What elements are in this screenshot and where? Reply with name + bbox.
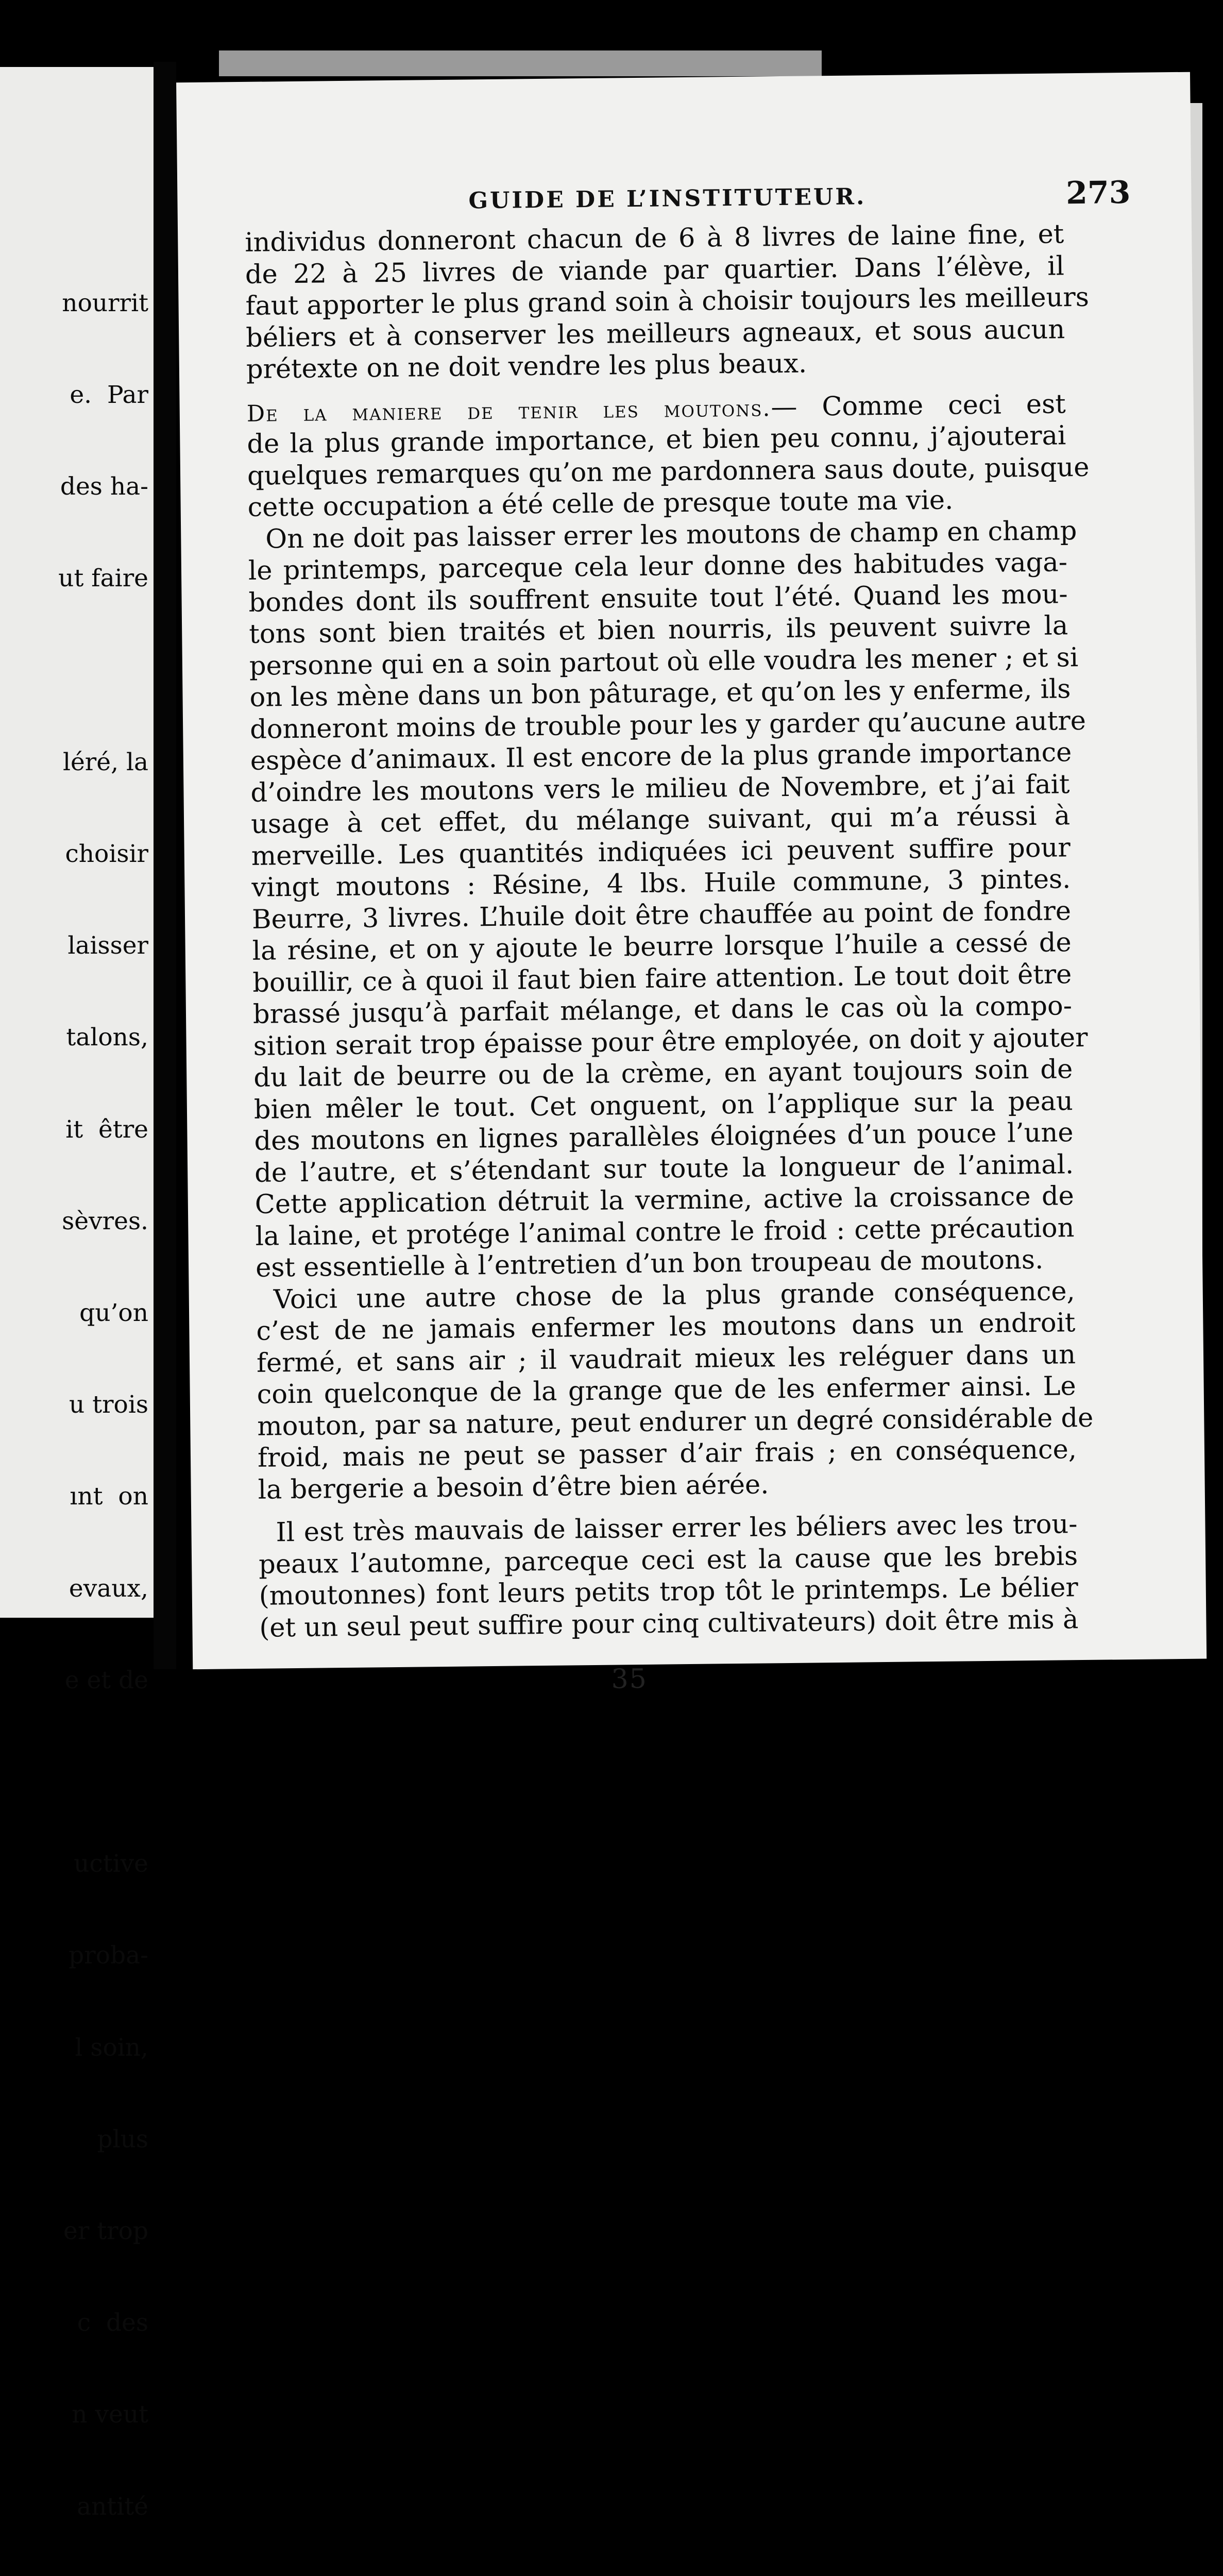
left-line: choisir xyxy=(65,840,148,869)
text-line: vingt moutons : Résine, 4 lbs. Huile commune, 3 pintes. xyxy=(251,864,1071,903)
text-line: usage à cet effet, du mélange suivant, qui m’a réussi à xyxy=(250,801,1071,840)
text-line: du lait de beurre ou de la crème, en ayant toujours soin de xyxy=(253,1054,1073,1093)
running-title: GUIDE DE L’INSTITUTEUR. xyxy=(468,183,867,214)
left-line: c des xyxy=(77,2309,148,2337)
text-line: bouillir, ce à quoi il faut bien faire attention. Le tout doit être xyxy=(252,959,1072,998)
text-line: froid, mais ne peut se passer d’air frais ; en conséquence, xyxy=(257,1434,1077,1473)
text-line: (moutonnes) font leurs petits trop tôt le printemps. Le bélier xyxy=(259,1572,1079,1612)
section-heading-continuation: — Comme ceci est xyxy=(771,388,1066,422)
left-line: ut faire xyxy=(58,564,148,593)
text-line: Voici une autre chose de la plus grande conséquence, xyxy=(273,1276,1076,1315)
left-line: er trop xyxy=(63,2217,148,2246)
left-page-text xyxy=(58,227,148,2576)
text-line: sition serait trop épaisse pour être employée, on doit y ajouter xyxy=(253,1022,1088,1062)
text-line: (et un seul peut suffire pour cinq cultivateurs) doit être mis à xyxy=(259,1604,1079,1643)
left-line: e. Par xyxy=(70,381,148,410)
left-line: léré, la xyxy=(62,748,148,776)
book-page xyxy=(176,72,1207,1695)
text-line: individus donneront chacun de 6 à 8 livres de laine fine, et xyxy=(245,219,1064,258)
text-line: Il est très mauvais de laisser errer les béliers avec les trou- xyxy=(276,1509,1078,1548)
left-line: laisser xyxy=(67,931,148,960)
text-line: la laine, et protége l’animal contre le froid : cette précaution xyxy=(255,1212,1075,1252)
text-line: On ne doit pas laisser errer les moutons de champ en champ xyxy=(265,515,1077,555)
book-gutter xyxy=(154,62,176,1669)
text-line: on les mène dans un bon pâturage, et qu’on les y enferme, ils xyxy=(249,674,1071,713)
text-line: prétexte on ne doit vendre les plus beaux. xyxy=(246,348,807,385)
left-line: it être xyxy=(65,1115,148,1144)
signature-mark: 35 xyxy=(611,1663,648,1695)
section-heading: De la maniere de tenir les moutons. xyxy=(246,395,771,427)
text-line: personne qui en a soin partout où elle voudra les mener ; et si xyxy=(249,642,1079,682)
text-line: quelques remarques qu’on me pardonnera saus doute, puisque xyxy=(247,452,1090,492)
text-line: de 22 à 25 livres de viande par quartier. Dans l’élève, il xyxy=(245,250,1065,290)
text-line: d’oindre les moutons vers le milieu de Novembre, et j’ai fait xyxy=(250,769,1070,808)
left-line: plus xyxy=(97,2125,148,2154)
left-line: e et de xyxy=(64,1666,148,1694)
text-line: merveille. Les quantités indiquées ici peuvent suffire pour xyxy=(251,832,1071,872)
text-line: peaux l’automne, parceque ceci est la cause que les brebis xyxy=(258,1540,1078,1580)
text-line: de la plus grande importance, et bien peu connu, j’ajouterai xyxy=(247,420,1066,460)
left-line: sèvres. xyxy=(62,1207,148,1235)
left-line: antité xyxy=(77,2492,148,2521)
left-page-fragment xyxy=(0,67,154,2521)
left-line: ınt on xyxy=(70,1482,148,1511)
text-line: béliers et à conserver les meilleurs agneaux, et sous aucun xyxy=(245,314,1065,353)
left-line: proba- xyxy=(69,1941,148,1970)
left-line: qu’on xyxy=(79,1299,148,1328)
text-line: la résine, et on y ajoute le beurre lorsque l’huile a cessé de xyxy=(252,927,1072,967)
left-line xyxy=(58,1757,148,1787)
text-line: donneront moins de trouble pour les y garder qu’aucune autre xyxy=(249,705,1086,745)
text-line: coin quelconque de la grange que de les enfermer ainsi. Le xyxy=(257,1371,1076,1410)
text-line: espèce d’animaux. Il est encore de la plus grande importance xyxy=(250,737,1072,776)
text-line: fermé, et sans air ; il vaudrait mieux les reléguer dans un xyxy=(256,1339,1076,1379)
left-line: talons, xyxy=(66,1023,148,1052)
text-line: c’est de ne jamais enfermer les moutons dans un endroit xyxy=(256,1308,1076,1347)
text-line: des moutons en lignes parallèles éloignées d’un pouce l’une xyxy=(254,1117,1074,1157)
page-header xyxy=(177,174,1192,226)
text-line: est essentielle à l’entretien d’un bon troupeau de moutons. xyxy=(255,1244,1044,1283)
text-line: brassé jusqu’à parfait mélange, et dans le cas où la compo- xyxy=(252,991,1073,1030)
page-body xyxy=(245,218,1094,1643)
left-line: uctive xyxy=(74,1850,148,1878)
text-line: de l’autre, et s’étendant sur toute la longueur de l’animal. xyxy=(254,1149,1074,1189)
left-line xyxy=(58,655,148,686)
text-line: cette occupation a été celle de presque toute ma vie. xyxy=(247,485,954,523)
text-line: tons sont bien traités et bien nourris, ils peuvent suivre la xyxy=(248,611,1068,650)
left-line: l soin, xyxy=(75,2033,148,2062)
text-line: Cette application détruit la vermine, active la croissance de xyxy=(254,1181,1075,1220)
text-line: Beurre, 3 livres. L’huile doit être chauffée au point de fondre xyxy=(251,895,1072,935)
text-line: bien mêler le tout. Cet onguent, on l’applique sur la peau xyxy=(253,1086,1074,1125)
left-line: u trois xyxy=(69,1391,148,1419)
text-line: bondes dont ils souffrent ensuite tout l’été. Quand les mou- xyxy=(248,579,1068,618)
left-line: nourrit xyxy=(62,289,148,317)
text-line: mouton, par sa nature, peut endurer un degré considérable de xyxy=(257,1402,1094,1442)
text-line: le printemps, parceque cela leur donne des habitudes vaga- xyxy=(248,547,1068,586)
text-line: la bergerie a besoin d’être bien aérée. xyxy=(258,1469,769,1505)
text-line: faut apporter le plus grand soin à choisir toujours les meilleurs xyxy=(245,282,1090,321)
left-line: evaux, xyxy=(69,1574,148,1603)
left-line: des ha- xyxy=(60,472,148,501)
page-top-strip xyxy=(219,50,822,76)
page-number: 273 xyxy=(1065,174,1131,212)
left-line: n veut xyxy=(72,2400,148,2429)
